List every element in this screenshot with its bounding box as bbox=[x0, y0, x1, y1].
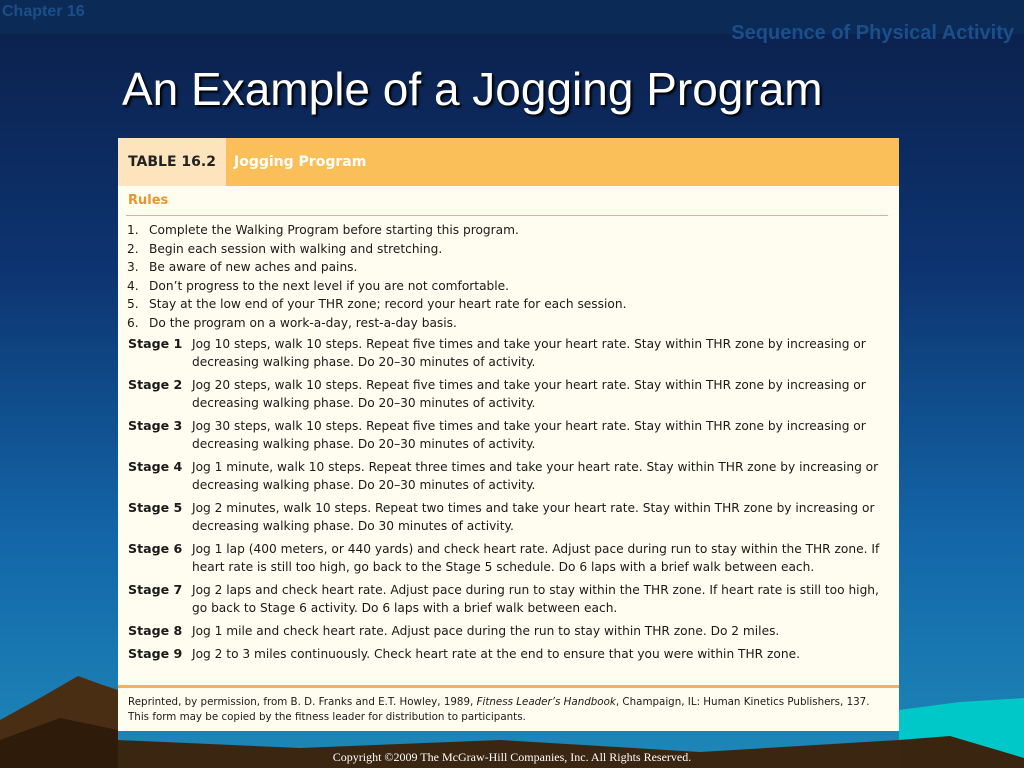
chapter-label: Chapter 16 bbox=[2, 3, 85, 20]
stage-row: Stage 1 Jog 10 steps, walk 10 steps. Repeat five times and take your heart rate. Stay within THR zone by increasing or decreasing walking phase. Do 20–30 minutes of activity. bbox=[128, 336, 866, 369]
rule-item: 2. Begin each session with walking and stretching. bbox=[127, 241, 443, 256]
table-number: TABLE 16.2 bbox=[118, 138, 226, 186]
table-header bbox=[118, 138, 899, 186]
footer-divider bbox=[118, 685, 899, 688]
section-label: Sequence of Physical Activity bbox=[731, 22, 1014, 44]
rule-item: 4. Don’t progress to the next level if you are not comfortable. bbox=[127, 278, 510, 293]
rule-item: 6. Do the program on a work-a-day, rest-a-day basis. bbox=[127, 315, 457, 330]
stage-row: Stage 6 Jog 1 lap (400 meters, or 440 yards) and check heart rate. Adjust pace during run to stay within the THR zone. If heart rate is still too high, go back to the Stage 5 schedule. Do 6 laps with a brief walk between each. bbox=[128, 541, 880, 574]
stage-row: Stage 3 Jog 30 steps, walk 10 steps. Repeat five times and take your heart rate. Stay within THR zone by increasing or decreasing walking phase. Do 20–30 minutes of activity. bbox=[128, 418, 866, 451]
rule-item: 3. Be aware of new aches and pains. bbox=[127, 260, 358, 274]
stage-row: Stage 4 Jog 1 minute, walk 10 steps. Repeat three times and take your heart rate. Stay within THR zone by increasing or decreasing walking phase. Do 20–30 minutes of activity. bbox=[128, 459, 879, 492]
rules-list bbox=[127, 221, 897, 332]
table-title: Jogging Program bbox=[234, 154, 367, 170]
rules-divider bbox=[126, 215, 888, 216]
stage-row: Stage 5 Jog 2 minutes, walk 10 steps. Repeat two times and take your heart rate. Stay within THR zone by increasing or decreasing walking phase. Do 30 minutes of activity. bbox=[128, 500, 875, 533]
stages-list bbox=[128, 335, 896, 668]
stage-row: Stage 7 Jog 2 laps and check heart rate. Adjust pace during run to stay within the THR zone. If heart rate is still too high, go back to Stage 6 activity. Do 6 laps with a brief walk between each. bbox=[128, 582, 879, 615]
rule-item: 1. Complete the Walking Program before starting this program. bbox=[127, 223, 519, 237]
stage-row: Stage 2 Jog 20 steps, walk 10 steps. Repeat five times and take your heart rate. Stay within THR zone by increasing or decreasing walking phase. Do 20–30 minutes of activity. bbox=[128, 377, 866, 410]
stage-row: Stage 9 Jog 2 to 3 miles continuously. Check heart rate at the end to ensure that you were within THR zone. bbox=[128, 646, 800, 661]
jogging-program-table bbox=[118, 138, 899, 731]
rules-heading: Rules bbox=[128, 193, 169, 208]
slide-title: An Example of a Jogging Program bbox=[122, 63, 823, 115]
book-title: Fitness Leader’s Handbook bbox=[476, 696, 616, 708]
stage-row: Stage 8 Jog 1 mile and check heart rate. Adjust pace during the run to stay within THR zone. Do 2 miles. bbox=[128, 623, 780, 638]
table-footnote: Reprinted, by permission, from B. D. Franks and E.T. Howley, 1989, Fitness Leader’s Handbook, Champaign, IL: Human Kinetics Publishers, 137. This form may be copied by the fitness leader for distribution to participants. bbox=[128, 696, 870, 723]
copyright-notice: Copyright ©2009 The McGraw-Hill Companies, Inc. All Rights Reserved. bbox=[332, 750, 692, 764]
rule-item: 5. Stay at the low end of your THR zone; record your heart rate for each session. bbox=[127, 297, 627, 311]
